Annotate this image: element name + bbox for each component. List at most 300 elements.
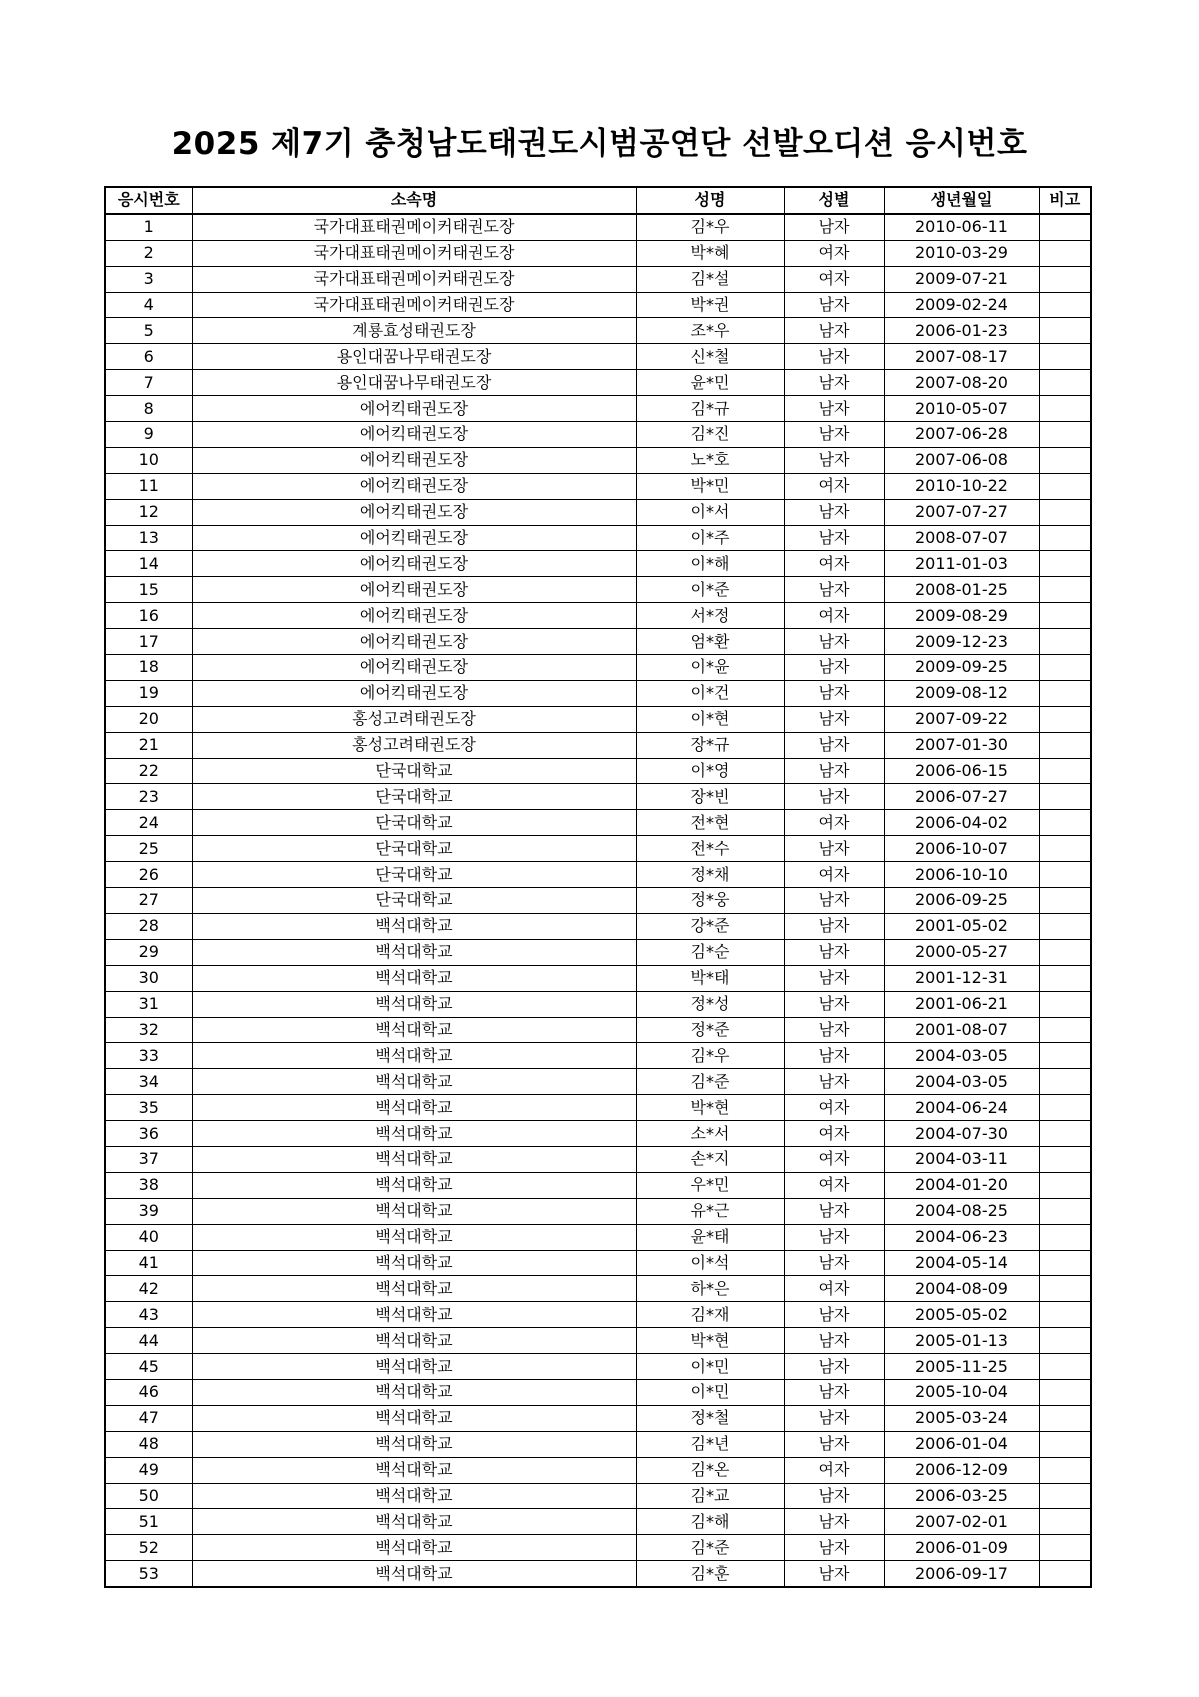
cell-gender: 남자 — [784, 1017, 884, 1043]
table-row — [105, 473, 1091, 499]
table-row — [105, 629, 1091, 655]
cell-note — [1039, 577, 1091, 603]
cell-gender: 남자 — [784, 577, 884, 603]
cell-gender: 남자 — [784, 214, 884, 240]
table-row — [105, 1276, 1091, 1302]
cell-name: 이*현 — [636, 706, 784, 732]
table-row — [105, 240, 1091, 266]
cell-birthdate: 2005-10-04 — [884, 1379, 1039, 1405]
cell-birthdate: 2006-03-25 — [884, 1483, 1039, 1509]
cell-gender: 남자 — [784, 1328, 884, 1354]
table-row — [105, 888, 1091, 914]
header-note: 비고 — [1039, 187, 1091, 214]
table-row — [105, 655, 1091, 681]
cell-affiliation: 백석대학교 — [192, 1328, 636, 1354]
cell-affiliation: 에어킥태권도장 — [192, 422, 636, 448]
cell-applicant-number: 51 — [105, 1509, 192, 1535]
cell-applicant-number: 12 — [105, 499, 192, 525]
table-row — [105, 836, 1091, 862]
cell-applicant-number: 17 — [105, 629, 192, 655]
cell-gender: 남자 — [784, 888, 884, 914]
cell-note — [1039, 240, 1091, 266]
cell-birthdate: 2006-01-23 — [884, 318, 1039, 344]
cell-affiliation: 단국대학교 — [192, 888, 636, 914]
cell-name: 김*진 — [636, 422, 784, 448]
cell-applicant-number: 14 — [105, 551, 192, 577]
cell-birthdate: 2007-01-30 — [884, 732, 1039, 758]
cell-applicant-number: 6 — [105, 344, 192, 370]
cell-applicant-number: 43 — [105, 1302, 192, 1328]
cell-birthdate: 2001-08-07 — [884, 1017, 1039, 1043]
cell-affiliation: 계룡효성태권도장 — [192, 318, 636, 344]
cell-applicant-number: 2 — [105, 240, 192, 266]
cell-gender: 남자 — [784, 1561, 884, 1587]
cell-gender: 여자 — [784, 1172, 884, 1198]
cell-name: 이*주 — [636, 525, 784, 551]
cell-birthdate: 2011-01-03 — [884, 551, 1039, 577]
table-row — [105, 732, 1091, 758]
cell-affiliation: 에어킥태권도장 — [192, 629, 636, 655]
cell-gender: 남자 — [784, 396, 884, 422]
cell-applicant-number: 36 — [105, 1121, 192, 1147]
cell-gender: 남자 — [784, 370, 884, 396]
cell-note — [1039, 318, 1091, 344]
cell-applicant-number: 1 — [105, 214, 192, 240]
cell-gender: 여자 — [784, 603, 884, 629]
cell-applicant-number: 39 — [105, 1198, 192, 1224]
cell-applicant-number: 30 — [105, 965, 192, 991]
cell-gender: 남자 — [784, 1405, 884, 1431]
cell-affiliation: 백석대학교 — [192, 1250, 636, 1276]
cell-affiliation: 백석대학교 — [192, 1043, 636, 1069]
cell-applicant-number: 29 — [105, 939, 192, 965]
cell-name: 정*준 — [636, 1017, 784, 1043]
cell-name: 김*교 — [636, 1483, 784, 1509]
cell-birthdate: 2009-12-23 — [884, 629, 1039, 655]
cell-name: 유*근 — [636, 1198, 784, 1224]
cell-name: 김*온 — [636, 1457, 784, 1483]
cell-name: 이*해 — [636, 551, 784, 577]
cell-name: 김*순 — [636, 939, 784, 965]
cell-name: 이*준 — [636, 577, 784, 603]
cell-applicant-number: 34 — [105, 1069, 192, 1095]
cell-applicant-number: 44 — [105, 1328, 192, 1354]
cell-gender: 남자 — [784, 784, 884, 810]
cell-gender: 여자 — [784, 1095, 884, 1121]
table-body — [105, 214, 1091, 1587]
cell-affiliation: 에어킥태권도장 — [192, 551, 636, 577]
cell-note — [1039, 1172, 1091, 1198]
cell-affiliation: 홍성고려태권도장 — [192, 732, 636, 758]
cell-applicant-number: 16 — [105, 603, 192, 629]
cell-affiliation: 단국대학교 — [192, 836, 636, 862]
cell-gender: 남자 — [784, 1198, 884, 1224]
table-row — [105, 862, 1091, 888]
cell-applicant-number: 35 — [105, 1095, 192, 1121]
cell-birthdate: 2006-10-07 — [884, 836, 1039, 862]
cell-affiliation: 백석대학교 — [192, 939, 636, 965]
cell-affiliation: 백석대학교 — [192, 1198, 636, 1224]
cell-applicant-number: 27 — [105, 888, 192, 914]
cell-birthdate: 2009-08-12 — [884, 680, 1039, 706]
cell-birthdate: 2007-09-22 — [884, 706, 1039, 732]
cell-gender: 남자 — [784, 1069, 884, 1095]
cell-applicant-number: 13 — [105, 525, 192, 551]
cell-note — [1039, 1121, 1091, 1147]
table-row — [105, 758, 1091, 784]
cell-birthdate: 2006-01-09 — [884, 1535, 1039, 1561]
cell-applicant-number: 8 — [105, 396, 192, 422]
table-row — [105, 1509, 1091, 1535]
cell-gender: 남자 — [784, 1509, 884, 1535]
cell-gender: 여자 — [784, 473, 884, 499]
table-row — [105, 810, 1091, 836]
cell-note — [1039, 888, 1091, 914]
cell-birthdate: 2007-06-28 — [884, 422, 1039, 448]
cell-affiliation: 단국대학교 — [192, 862, 636, 888]
table-row — [105, 214, 1091, 240]
cell-gender: 남자 — [784, 655, 884, 681]
cell-note — [1039, 965, 1091, 991]
cell-birthdate: 2007-07-27 — [884, 499, 1039, 525]
table-row — [105, 680, 1091, 706]
cell-name: 윤*태 — [636, 1224, 784, 1250]
cell-birthdate: 2004-05-14 — [884, 1250, 1039, 1276]
cell-note — [1039, 1276, 1091, 1302]
cell-note — [1039, 784, 1091, 810]
cell-name: 손*지 — [636, 1146, 784, 1172]
cell-birthdate: 2008-07-07 — [884, 525, 1039, 551]
cell-note — [1039, 655, 1091, 681]
cell-applicant-number: 11 — [105, 473, 192, 499]
header-gender: 성별 — [784, 187, 884, 214]
cell-gender: 여자 — [784, 551, 884, 577]
cell-note — [1039, 1509, 1091, 1535]
table-row — [105, 1561, 1091, 1587]
cell-birthdate: 2004-03-05 — [884, 1043, 1039, 1069]
cell-gender: 남자 — [784, 629, 884, 655]
cell-note — [1039, 473, 1091, 499]
cell-name: 김*재 — [636, 1302, 784, 1328]
cell-name: 우*민 — [636, 1172, 784, 1198]
cell-birthdate: 2000-05-27 — [884, 939, 1039, 965]
cell-name: 이*윤 — [636, 655, 784, 681]
cell-note — [1039, 214, 1091, 240]
cell-affiliation: 에어킥태권도장 — [192, 680, 636, 706]
cell-birthdate: 2006-01-04 — [884, 1431, 1039, 1457]
table-row — [105, 965, 1091, 991]
cell-note — [1039, 266, 1091, 292]
table-row — [105, 1043, 1091, 1069]
cell-applicant-number: 26 — [105, 862, 192, 888]
cell-affiliation: 단국대학교 — [192, 758, 636, 784]
cell-applicant-number: 33 — [105, 1043, 192, 1069]
table-row — [105, 1121, 1091, 1147]
cell-name: 전*현 — [636, 810, 784, 836]
cell-gender: 남자 — [784, 1431, 884, 1457]
cell-birthdate: 2007-08-17 — [884, 344, 1039, 370]
cell-affiliation: 백석대학교 — [192, 1561, 636, 1587]
cell-birthdate: 2007-08-20 — [884, 370, 1039, 396]
cell-birthdate: 2010-03-29 — [884, 240, 1039, 266]
cell-affiliation: 에어킥태권도장 — [192, 473, 636, 499]
header-affiliation: 소속명 — [192, 187, 636, 214]
cell-gender: 남자 — [784, 680, 884, 706]
cell-gender: 남자 — [784, 1043, 884, 1069]
cell-gender: 남자 — [784, 499, 884, 525]
cell-gender: 남자 — [784, 1354, 884, 1380]
header-applicant-number: 응시번호 — [105, 187, 192, 214]
cell-note — [1039, 1457, 1091, 1483]
table-row — [105, 1457, 1091, 1483]
cell-birthdate: 2010-10-22 — [884, 473, 1039, 499]
cell-applicant-number: 38 — [105, 1172, 192, 1198]
cell-affiliation: 에어킥태권도장 — [192, 447, 636, 473]
cell-note — [1039, 499, 1091, 525]
cell-affiliation: 에어킥태권도장 — [192, 655, 636, 681]
cell-applicant-number: 21 — [105, 732, 192, 758]
cell-applicant-number: 46 — [105, 1379, 192, 1405]
table-row — [105, 1431, 1091, 1457]
cell-note — [1039, 603, 1091, 629]
cell-gender: 남자 — [784, 344, 884, 370]
cell-note — [1039, 939, 1091, 965]
table-row — [105, 913, 1091, 939]
cell-affiliation: 백석대학교 — [192, 1483, 636, 1509]
cell-name: 전*수 — [636, 836, 784, 862]
cell-applicant-number: 37 — [105, 1146, 192, 1172]
cell-affiliation: 백석대학교 — [192, 1276, 636, 1302]
cell-note — [1039, 551, 1091, 577]
cell-affiliation: 백석대학교 — [192, 1095, 636, 1121]
cell-applicant-number: 24 — [105, 810, 192, 836]
header-name: 성명 — [636, 187, 784, 214]
cell-affiliation: 백석대학교 — [192, 1354, 636, 1380]
cell-name: 김*우 — [636, 214, 784, 240]
cell-gender: 남자 — [784, 1379, 884, 1405]
cell-applicant-number: 25 — [105, 836, 192, 862]
cell-gender: 남자 — [784, 1302, 884, 1328]
table-row — [105, 318, 1091, 344]
cell-affiliation: 백석대학교 — [192, 991, 636, 1017]
cell-note — [1039, 1146, 1091, 1172]
cell-applicant-number: 9 — [105, 422, 192, 448]
cell-birthdate: 2009-02-24 — [884, 292, 1039, 318]
cell-applicant-number: 40 — [105, 1224, 192, 1250]
cell-applicant-number: 20 — [105, 706, 192, 732]
cell-affiliation: 백석대학교 — [192, 1017, 636, 1043]
cell-note — [1039, 344, 1091, 370]
cell-applicant-number: 49 — [105, 1457, 192, 1483]
cell-birthdate: 2001-06-21 — [884, 991, 1039, 1017]
cell-name: 박*현 — [636, 1095, 784, 1121]
cell-applicant-number: 23 — [105, 784, 192, 810]
cell-birthdate: 2006-12-09 — [884, 1457, 1039, 1483]
cell-note — [1039, 758, 1091, 784]
cell-name: 김*우 — [636, 1043, 784, 1069]
header-birthdate: 생년월일 — [884, 187, 1039, 214]
cell-affiliation: 홍성고려태권도장 — [192, 706, 636, 732]
cell-name: 윤*민 — [636, 370, 784, 396]
cell-birthdate: 2004-03-11 — [884, 1146, 1039, 1172]
cell-applicant-number: 47 — [105, 1405, 192, 1431]
table-row — [105, 525, 1091, 551]
cell-gender: 여자 — [784, 266, 884, 292]
cell-applicant-number: 15 — [105, 577, 192, 603]
cell-birthdate: 2006-09-17 — [884, 1561, 1039, 1587]
cell-affiliation: 백석대학교 — [192, 1457, 636, 1483]
cell-note — [1039, 706, 1091, 732]
cell-name: 노*호 — [636, 447, 784, 473]
table-row — [105, 370, 1091, 396]
cell-affiliation: 백석대학교 — [192, 1146, 636, 1172]
cell-birthdate: 2005-05-02 — [884, 1302, 1039, 1328]
table-row — [105, 344, 1091, 370]
cell-gender: 남자 — [784, 1224, 884, 1250]
cell-applicant-number: 22 — [105, 758, 192, 784]
cell-gender: 여자 — [784, 1457, 884, 1483]
cell-gender: 여자 — [784, 862, 884, 888]
cell-affiliation: 백석대학교 — [192, 965, 636, 991]
cell-gender: 남자 — [784, 1535, 884, 1561]
cell-birthdate: 2004-07-30 — [884, 1121, 1039, 1147]
cell-applicant-number: 5 — [105, 318, 192, 344]
cell-birthdate: 2010-05-07 — [884, 396, 1039, 422]
cell-note — [1039, 1095, 1091, 1121]
cell-affiliation: 국가대표태권메이커태권도장 — [192, 266, 636, 292]
cell-gender: 남자 — [784, 318, 884, 344]
table-row — [105, 991, 1091, 1017]
cell-name: 정*철 — [636, 1405, 784, 1431]
cell-affiliation: 백석대학교 — [192, 1121, 636, 1147]
cell-birthdate: 2001-12-31 — [884, 965, 1039, 991]
cell-gender: 여자 — [784, 810, 884, 836]
cell-applicant-number: 41 — [105, 1250, 192, 1276]
cell-birthdate: 2006-09-25 — [884, 888, 1039, 914]
table-row — [105, 551, 1091, 577]
cell-name: 이*서 — [636, 499, 784, 525]
cell-affiliation: 단국대학교 — [192, 784, 636, 810]
cell-affiliation: 백석대학교 — [192, 913, 636, 939]
cell-name: 박*태 — [636, 965, 784, 991]
cell-applicant-number: 3 — [105, 266, 192, 292]
cell-birthdate: 2004-06-23 — [884, 1224, 1039, 1250]
table-row — [105, 1328, 1091, 1354]
cell-applicant-number: 32 — [105, 1017, 192, 1043]
cell-birthdate: 2001-05-02 — [884, 913, 1039, 939]
cell-note — [1039, 1405, 1091, 1431]
cell-name: 하*은 — [636, 1276, 784, 1302]
cell-name: 장*규 — [636, 732, 784, 758]
cell-affiliation: 단국대학교 — [192, 810, 636, 836]
cell-birthdate: 2005-11-25 — [884, 1354, 1039, 1380]
cell-name: 정*채 — [636, 862, 784, 888]
cell-gender: 여자 — [784, 1121, 884, 1147]
cell-applicant-number: 50 — [105, 1483, 192, 1509]
table-row — [105, 1146, 1091, 1172]
cell-affiliation: 용인대꿈나무태권도장 — [192, 344, 636, 370]
cell-birthdate: 2004-08-09 — [884, 1276, 1039, 1302]
table-row — [105, 499, 1091, 525]
cell-applicant-number: 7 — [105, 370, 192, 396]
table-row — [105, 422, 1091, 448]
cell-affiliation: 국가대표태권메이커태권도장 — [192, 292, 636, 318]
table-row — [105, 1069, 1091, 1095]
cell-name: 이*석 — [636, 1250, 784, 1276]
cell-birthdate: 2005-03-24 — [884, 1405, 1039, 1431]
cell-gender: 남자 — [784, 991, 884, 1017]
cell-gender: 남자 — [784, 1483, 884, 1509]
cell-name: 강*준 — [636, 913, 784, 939]
cell-birthdate: 2005-01-13 — [884, 1328, 1039, 1354]
cell-name: 서*정 — [636, 603, 784, 629]
cell-birthdate: 2006-10-10 — [884, 862, 1039, 888]
table-row — [105, 1198, 1091, 1224]
table-row — [105, 1302, 1091, 1328]
cell-affiliation: 국가대표태권메이커태권도장 — [192, 214, 636, 240]
cell-gender: 남자 — [784, 1250, 884, 1276]
cell-gender: 남자 — [784, 706, 884, 732]
cell-birthdate: 2009-07-21 — [884, 266, 1039, 292]
cell-affiliation: 에어킥태권도장 — [192, 525, 636, 551]
cell-applicant-number: 48 — [105, 1431, 192, 1457]
cell-birthdate: 2004-06-24 — [884, 1095, 1039, 1121]
cell-affiliation: 백석대학교 — [192, 1431, 636, 1457]
cell-affiliation: 백석대학교 — [192, 1509, 636, 1535]
cell-gender: 여자 — [784, 1276, 884, 1302]
cell-birthdate: 2007-02-01 — [884, 1509, 1039, 1535]
cell-note — [1039, 1328, 1091, 1354]
cell-affiliation: 백석대학교 — [192, 1405, 636, 1431]
cell-note — [1039, 732, 1091, 758]
table-row — [105, 1172, 1091, 1198]
cell-note — [1039, 913, 1091, 939]
cell-note — [1039, 1250, 1091, 1276]
cell-note — [1039, 447, 1091, 473]
cell-affiliation: 에어킥태권도장 — [192, 577, 636, 603]
table-row — [105, 292, 1091, 318]
cell-gender: 남자 — [784, 965, 884, 991]
cell-note — [1039, 629, 1091, 655]
cell-note — [1039, 1017, 1091, 1043]
table-row — [105, 1535, 1091, 1561]
cell-note — [1039, 1483, 1091, 1509]
cell-applicant-number: 28 — [105, 913, 192, 939]
cell-gender: 남자 — [784, 447, 884, 473]
cell-gender: 여자 — [784, 1146, 884, 1172]
cell-applicant-number: 19 — [105, 680, 192, 706]
cell-name: 정*성 — [636, 991, 784, 1017]
cell-name: 이*영 — [636, 758, 784, 784]
cell-name: 박*현 — [636, 1328, 784, 1354]
table-row — [105, 1354, 1091, 1380]
table-row — [105, 939, 1091, 965]
table-row — [105, 1224, 1091, 1250]
cell-name: 신*철 — [636, 344, 784, 370]
cell-name: 이*민 — [636, 1379, 784, 1405]
cell-affiliation: 백석대학교 — [192, 1302, 636, 1328]
cell-note — [1039, 396, 1091, 422]
cell-affiliation: 백석대학교 — [192, 1535, 636, 1561]
cell-name: 이*건 — [636, 680, 784, 706]
cell-note — [1039, 1379, 1091, 1405]
cell-name: 김*준 — [636, 1069, 784, 1095]
cell-birthdate: 2009-09-25 — [884, 655, 1039, 681]
cell-affiliation: 에어킥태권도장 — [192, 603, 636, 629]
cell-name: 김*준 — [636, 1535, 784, 1561]
cell-applicant-number: 10 — [105, 447, 192, 473]
cell-note — [1039, 1561, 1091, 1587]
